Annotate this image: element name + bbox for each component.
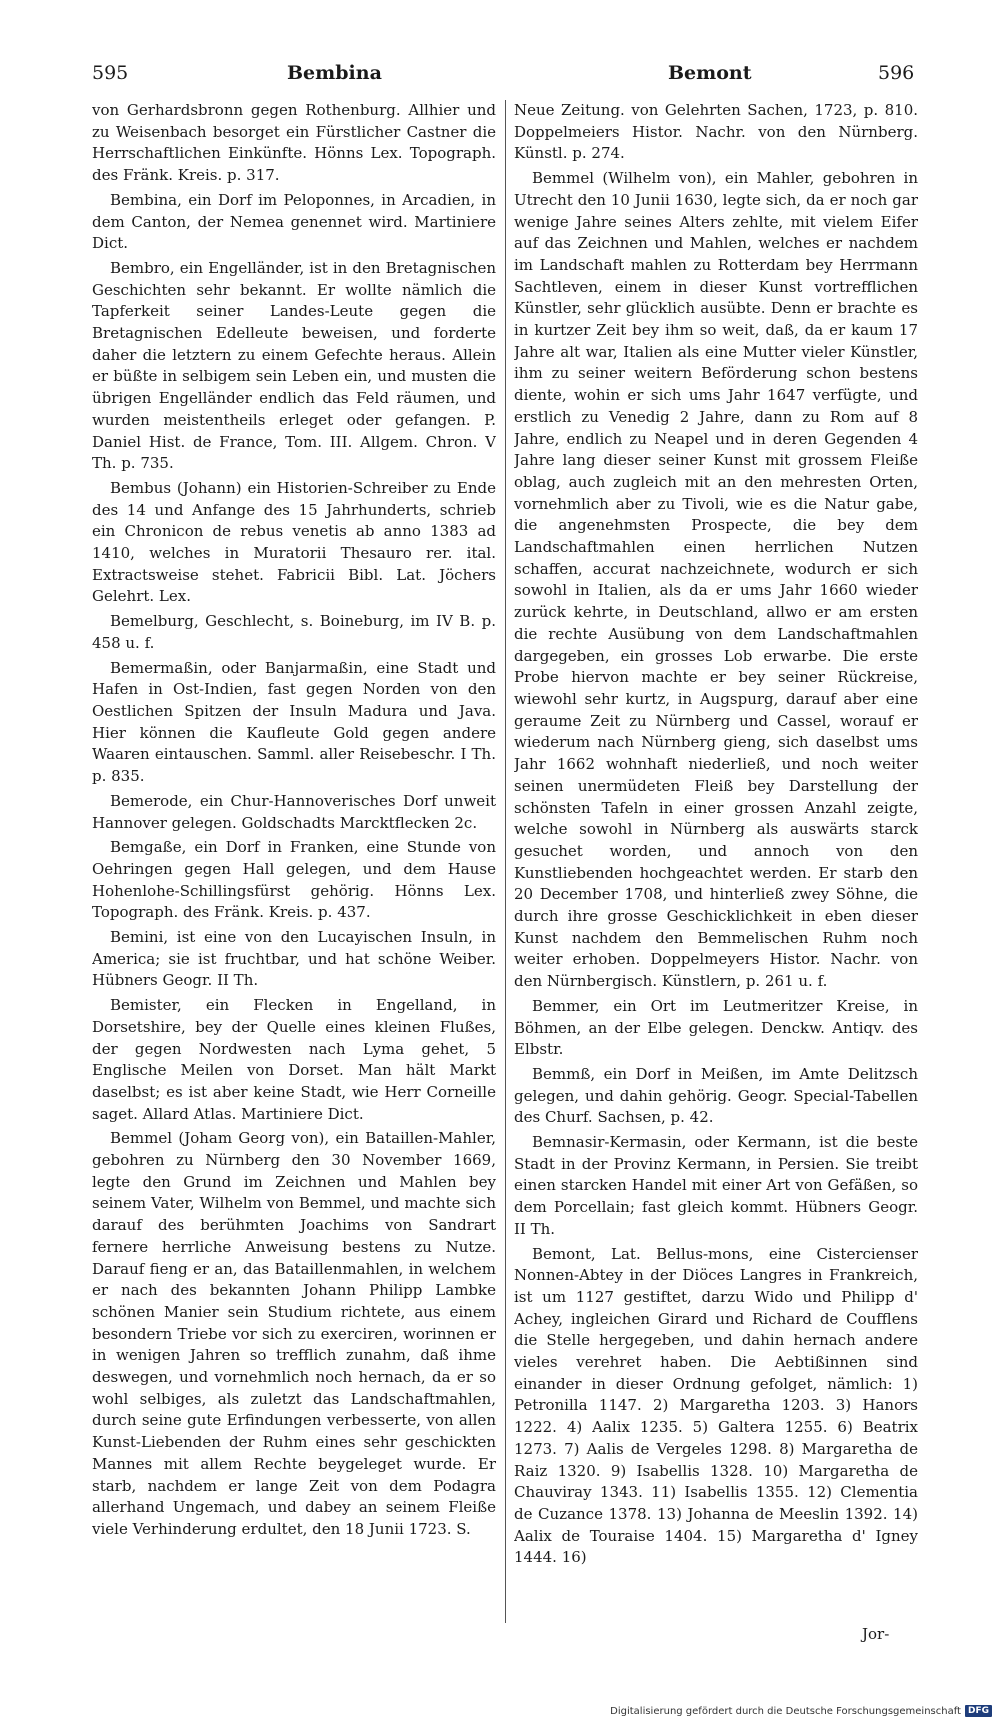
entry-paragraph: Bembina, ein Dorf im Peloponnes, in Arcadien, in dem Canton, der Nemea genennet wird. Martiniere Dict. <box>92 190 496 253</box>
dfg-logo: DFG <box>965 1705 992 1717</box>
entry-paragraph: Bemont, Lat. Bellus-mons, eine Cistercienser Nonnen-Abtey in der Diöces Langres in Frankreich, ist um 1127 gestiftet, darzu Wido und Philipp d' Achey, ingleichen Girard und Richard de Coufflens die Stelle hergegeben, und dahin hernach andere vieles verehret haben. Die Aebtißinnen sind einander in dieser Ordnung gefolget, nämlich: 1) Petronilla 1147. 2) Margaretha 1203. 3) Hanors 1222. 4) Aalix 1235. 5) Galtera 1255. 6) Beatrix 1273. 7) Aalis de Vergeles 1298. 8) Margaretha de Raiz 1320. 9) Isabellis 1328. 10) Margaretha de Chauviray 1343. 11) Isabellis 1355. 12) Clementia de Cuzance 1378. 13) Johanna de Meeslin 1392. 14) Aalix de Touraise 1404. 15) Margaretha d' Igney 1444. 16) <box>514 1244 918 1567</box>
left-running-head: Bembina <box>287 62 382 84</box>
entry-paragraph: Bemmel (Wilhelm von), ein Mahler, gebohren in Utrecht den 10 Junii 1630, legte sich, da er noch gar wenige Jahre seines Alters zehlte, mit vielem Eifer auf das Zeichnen und Mahlen, welches er nachdem im Landschaft mahlen zu Rotterdam bey Herrmann Sachtleven, einem in dieser Kunst vortrefflichen Künstler, sehr glücklich ausübte. Denn er brachte es in kurtzer Zeit bey ihm so weit, daß, da er kaum 17 Jahre alt war, Italien als eine Mutter vieler Künstler, ihm zu seiner weitern Beförderung schon bestens diente, wohin er sich ums Jahr 1647 verfügte, und erstlich zu Venedig 2 Jahre, dann zu Rom auf 8 Jahre, endlich zu Neapel und in deren Gegenden 4 Jahre lang dieser seiner Kunst mit grossem Fleiße oblag, auch zugleich mit an den mehresten Orten, vornehmlich aber zu Tivoli, wie es die Natur gabe, die angenehmsten Prospecte, die bey dem Landschaftmahlen einen herrlichen Nutzen schaffen, accurat nachzeichnete, wodurch er sich sowohl in Italien, als da er ums Jahr 1660 wieder zurück kehrte, in Deutschland, allwo er am ersten die rechte Ausübung von dem Landschaftmahlen dargegeben, ein grosses Lob erwarbe. Die erste Probe hiervon machte er bey seiner Rückreise, wiewohl sehr kurtz, in Augspurg, darauf aber eine geraume Zeit zu Nürnberg und Cassel, worauf er wiederum nach Nürnberg gieng, sich daselbst ums Jahr 1662 wohnhaft niederließ, und noch weiter seinen unermüdeten Fleiß bey Darstellung der schönsten Tafeln in einer grossen Anzahl zeigte, welche sowohl in Nürnberg als auswärts starck gesuchet worden, und annoch von den Kunstliebenden hochgeachtet werden. Er starb den 20 December 1708, und hinterließ zwey Söhne, die durch ihre grosse Geschicklichkeit in eben dieser Kunst nachdem den Bemmelischen Ruhm noch weiter erhoben. Doppelmeyers Histor. Nachr. von den Nürnbergisch. Künstlern, p. 261 u. f. <box>514 169 918 991</box>
right-page-number: 596 <box>878 62 915 84</box>
entry-paragraph: Bemister, ein Flecken in Engelland, in Dorsetshire, bey der Quelle eines kleinen Flußes, der gegen Nordwesten nach Lyma gehet, 5 Englische Meilen von Dorset. Man hält Markt daselbst; es ist aber keine Stadt, wie Herr Corneille saget. Allard Atlas. Martiniere Dict. <box>92 996 496 1123</box>
entry-paragraph: Bemermaßin, oder Banjarmaßin, eine Stadt und Hafen in Ost-Indien, fast gegen Norden von den Oestlichen Spitzen der Insuln Madura und Java. Hier können die Kaufleute Gold gegen andere Waaren eintauschen. Samml. aller Reisebeschr. I Th. p. 835. <box>92 658 496 786</box>
entry-paragraph: Bemmer, ein Ort im Leutmeritzer Kreise, in Böhmen, an der Elbe gelegen. Denckw. Antiqv. des Elbstr. <box>514 996 918 1059</box>
right-text-column <box>514 100 918 1615</box>
column-divider <box>505 100 506 1623</box>
entry-paragraph: Bemini, ist eine von den Lucayischen Insuln, in America; sie ist fruchtbar, und hat schöne Weiber. Hübners Geogr. II Th. <box>92 928 496 990</box>
footer-credit: Digitalisierung gefördert durch die Deutsche Forschungsgemeinschaft <box>610 1705 961 1717</box>
continued-paragraph: von Gerhardsbronn gegen Rothenburg. Allhier und zu Weisenbach besorget ein Fürstlicher Castner die Herrschaftlichen Einkünfte. Hönns Lex. Topograph. des Fränk. Kreis. p. 317. <box>92 101 496 185</box>
entry-paragraph: Bembus (Johann) ein Historien-Schreiber zu Ende des 14 und Anfange des 15 Jahrhunderts, schrieb ein Chronicon de rebus venetis ab anno 1383 ad 1410, welches in Muratorii Thesauro rer. ital. Extractsweise stehet. Fabricii Bibl. Lat. Jöchers Gelehrt. Lex. <box>92 478 496 606</box>
entry-paragraph: Bemerode, ein Chur-Hannoverisches Dorf unweit Hannover gelegen. Goldschadts Marcktflecken 2c. <box>92 791 496 832</box>
catchword: Jor- <box>862 1625 890 1643</box>
entry-paragraph: Bemgaße, ein Dorf in Franken, eine Stunde von Oehringen gegen Hall gelegen, und dem Hause Hohenlohe-Schillingsfürst gehörig. Hönns Lex. Topograph. des Fränk. Kreis. p. 437. <box>92 838 496 922</box>
entry-paragraph: Bemnasir-Kermasin, oder Kermann, ist die beste Stadt in der Provinz Kermann, in Persien. Sie treibt einen starcken Handel mit einer Art von Gefäßen, so dem Porcellain; fast gleich kommt. Hübners Geogr. II Th. <box>514 1133 918 1238</box>
continued-paragraph: Neue Zeitung. von Gelehrten Sachen, 1723, p. 810. Doppelmeiers Histor. Nachr. von den Nürnberg. Künstl. p. 274. <box>514 101 918 163</box>
left-text-column <box>92 100 496 1615</box>
entry-paragraph: Bemmß, ein Dorf in Meißen, im Amte Delitzsch gelegen, und dahin gehörig. Geogr. Special-Tabellen des Churf. Sachsen, p. 42. <box>514 1064 918 1127</box>
entry-paragraph: Bemmel (Joham Georg von), ein Bataillen-Mahler, gebohren zu Nürnberg den 30 November 1669, legte den Grund im Zeichnen und Mahlen bey seinem Vater, Wilhelm von Bemmel, und machte sich darauf des berühmten Joachims von Sandrart fernere herrliche Anweisung bestens zu Nutze. Darauf fieng er an, das Bataillenmahlen, in welchem er nach des bekannten Johann Philipp Lambke schönen Manier sein Studium richtete, aus einem besondern Triebe vor sich zu exerciren, worinnen er in wenigen Jahren so trefflich zunahm, daß ihme deswegen, und vornehmlich noch hernach, da er so wohl selbiges, als zuletzt das Landschaftmahlen, durch seine gute Erfindungen verbesserte, von allen Kunst-Liebenden der Ruhm eines sehr geschickten Mannes mit allem Rechte beygeleget wurde. Er starb, nachdem er lange Zeit von dem Podagra allerhand Ungemach, und dabey an seinem Fleiße viele Verhinderung erdultet, den 18 Junii 1723. S. <box>92 1129 496 1538</box>
digitization-footer <box>610 1705 992 1717</box>
entry-paragraph: Bembro, ein Engelländer, ist in den Bretagnischen Geschichten sehr bekannt. Er wollte nämlich die Tapferkeit seiner Landes-Leute gegen die Bretagnischen Edelleute beweisen, und forderte daher die letztern zu einem Gefechte heraus. Allein er büßte in selbigem sein Leben ein, und musten die übrigen Engelländer endlich das Feld räumen, und wurden meistentheils erleget oder gefangen. P. Daniel Hist. de France, Tom. III. Allgem. Chron. V Th. p. 735. <box>92 258 496 473</box>
entry-paragraph: Bemelburg, Geschlecht, s. Boineburg, im IV B. p. 458 u. f. <box>92 612 496 652</box>
left-page-number: 595 <box>92 62 129 84</box>
right-running-head: Bemont <box>668 62 752 84</box>
